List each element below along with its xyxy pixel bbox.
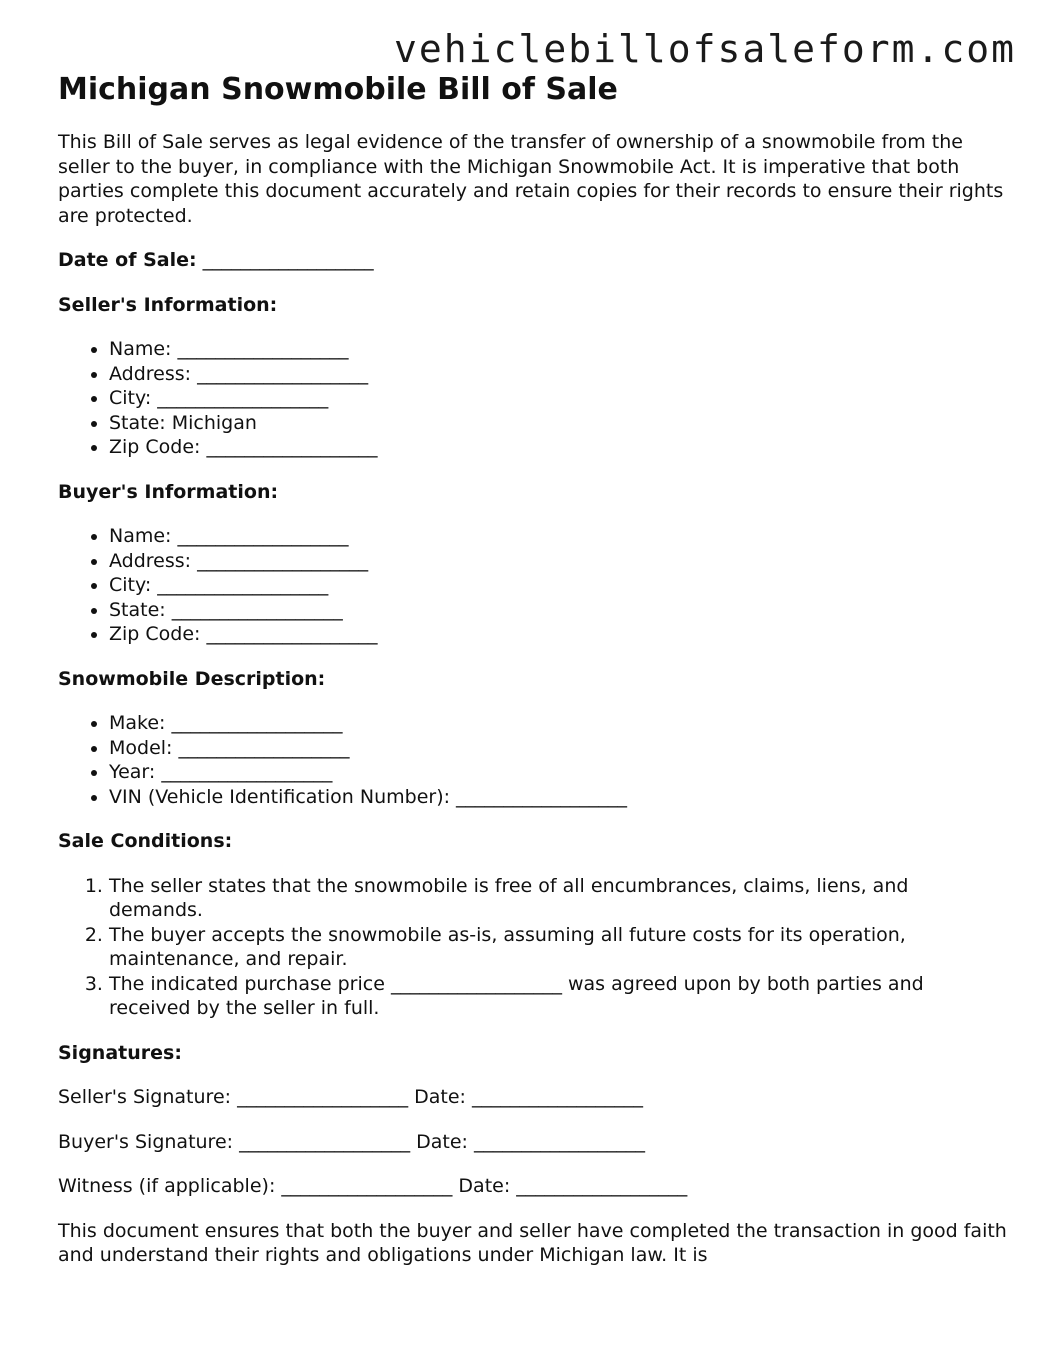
snowmobile-model-field: • Model: __________________ bbox=[109, 736, 1008, 761]
snowmobile-make-field: • Make: __________________ bbox=[109, 711, 1008, 736]
seller-signature-line: Seller's Signature: __________________ Date: __________________ bbox=[58, 1086, 643, 1108]
date-of-sale-label: Date of Sale: bbox=[58, 249, 197, 271]
closing-paragraph: This document ensures that both the buyer and seller have completed the transaction in good faith and understand their rights and obligations under Michigan law. It is bbox=[58, 1219, 1007, 1266]
buyer-name-field: • Name: __________________ bbox=[109, 524, 1008, 549]
seller-info-heading: Seller's Information: bbox=[58, 293, 278, 316]
buyer-state-field: • State: __________________ bbox=[109, 598, 1008, 623]
buyer-city-field: • City: __________________ bbox=[109, 573, 1008, 598]
sale-conditions-heading: Sale Conditions: bbox=[58, 830, 233, 852]
condition-item: 3. The indicated purchase price __________________ was agreed upon by both parties and received by the seller in full. bbox=[109, 972, 1008, 1021]
buyer-info-heading: Buyer's Information: bbox=[58, 480, 279, 503]
buyer-zip-field: • Zip Code: __________________ bbox=[109, 622, 1008, 647]
condition-item: 1. The seller states that the snowmobile is free of all encumbrances, claims, liens, and demands. bbox=[109, 874, 1008, 923]
buyer-info-list bbox=[58, 524, 1008, 647]
document-title: Michigan Snowmobile Bill of Sale bbox=[58, 72, 618, 107]
seller-state-field: • State: Michigan bbox=[109, 411, 1008, 436]
date-of-sale-line bbox=[58, 248, 1008, 273]
date-of-sale-blank: __________________ bbox=[202, 249, 374, 271]
seller-info-list bbox=[58, 337, 1008, 460]
seller-zip-field: • Zip Code: __________________ bbox=[109, 435, 1008, 460]
seller-name-field: • Name: __________________ bbox=[109, 337, 1008, 362]
witness-signature-line: Witness (if applicable): __________________ Date: __________________ bbox=[58, 1175, 688, 1197]
seller-address-field: • Address: __________________ bbox=[109, 362, 1008, 387]
snowmobile-description-list bbox=[58, 711, 1008, 809]
sale-conditions-list bbox=[58, 874, 1008, 1021]
condition-item: 2. The buyer accepts the snowmobile as-is, assuming all future costs for its operation, maintenance, and repair. bbox=[109, 923, 1008, 972]
snowmobile-vin-field: • VIN (Vehicle Identification Number): __________________ bbox=[109, 785, 1008, 810]
signatures-heading: Signatures: bbox=[58, 1041, 182, 1064]
snowmobile-description-heading: Snowmobile Description: bbox=[58, 667, 326, 690]
intro-paragraph: This Bill of Sale serves as legal evidence of the transfer of ownership of a snowmobile from the seller to the buyer, in compliance with the Michigan Snowmobile Act. It is imperative that both parties complete this document accurately and retain copies for their records to ensure their rights are protected. bbox=[58, 131, 1004, 227]
buyer-address-field: • Address: __________________ bbox=[109, 549, 1008, 574]
buyer-signature-line: Buyer's Signature: __________________ Date: __________________ bbox=[58, 1130, 645, 1153]
site-watermark: vehiclebillofsaleform.com bbox=[394, 27, 1016, 71]
snowmobile-year-field: • Year: __________________ bbox=[109, 760, 1008, 785]
seller-city-field: • City: __________________ bbox=[109, 386, 1008, 411]
bill-of-sale-document bbox=[58, 70, 1008, 1288]
